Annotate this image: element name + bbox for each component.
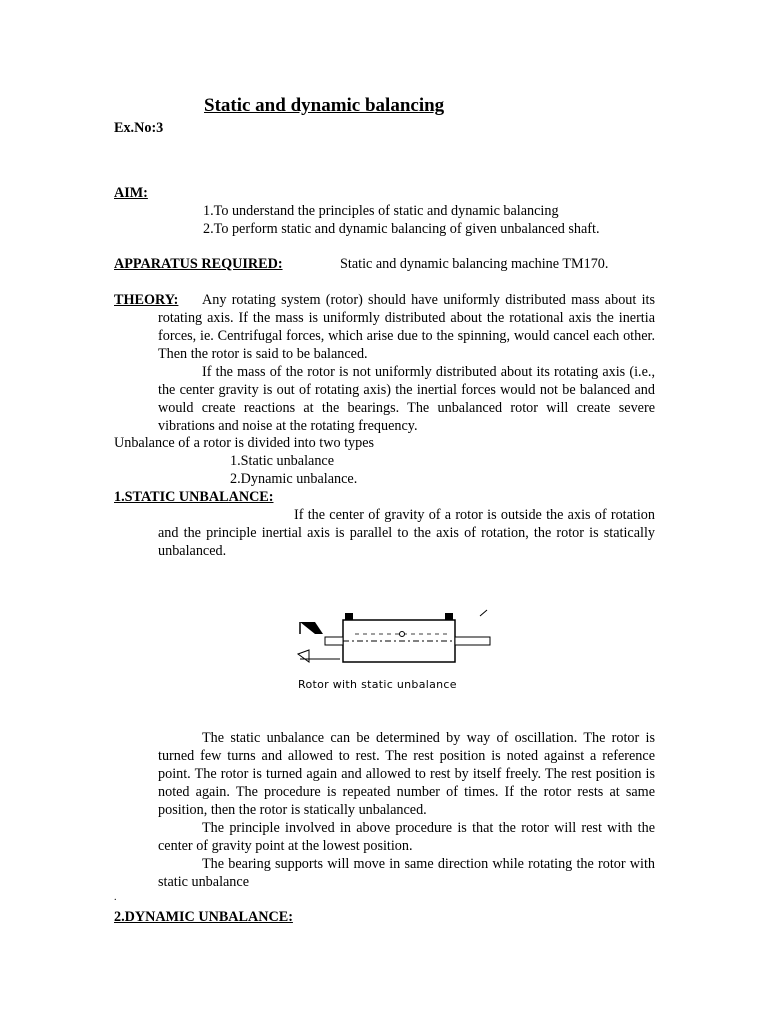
dynamic-unbalance-heading: 2.DYNAMIC UNBALANCE: <box>114 909 293 925</box>
static-paragraph-4: The bearing supports will move in same direction while rotating the rotor with static unbalance <box>158 856 655 890</box>
exercise-number: Ex.No:3 <box>114 120 164 136</box>
static-paragraph-3: The principle involved in above procedure is that the rotor will rest with the center of gravity point at the lowest position. <box>158 820 655 854</box>
aim-heading: AIM: <box>114 185 148 201</box>
theory-body-1 <box>158 291 655 363</box>
apparatus-heading: APPARATUS REQUIRED: <box>114 256 283 272</box>
mass-right <box>445 613 453 620</box>
mass-left <box>345 613 353 620</box>
stray-dot: . <box>114 892 117 903</box>
center-of-gravity <box>400 632 405 637</box>
left-support <box>300 622 323 634</box>
figure-caption: Rotor with static unbalance <box>298 678 457 691</box>
page-title: Static and dynamic balancing <box>204 95 445 116</box>
aim-item-2: 2.To perform static and dynamic balancing of given unbalanced shaft. <box>203 221 600 237</box>
shaft-left <box>325 637 343 645</box>
unbalance-types-intro: Unbalance of a rotor is divided into two types <box>114 435 375 451</box>
static-paragraph-2: The static unbalance can be determined by way of oscillation. The rotor is turned few turns and allowed to rest. The rest position is noted against a reference point. The rotor is turned again and allowed to rest by itself freely. The rest position is noted again. The procedure is repeated number of times. If the rotor rests at same position, then the rotor is statically unbalanced. <box>158 730 655 818</box>
unbalance-type-1: 1.Static unbalance <box>230 453 335 469</box>
theory-heading: THEORY: <box>114 292 179 308</box>
apparatus-text: Static and dynamic balancing machine TM170. <box>340 256 609 272</box>
aim-item-1: 1.To understand the principles of static and dynamic balancing <box>203 203 559 219</box>
shaft-right <box>455 637 490 645</box>
unbalance-type-2: 2.Dynamic unbalance. <box>230 471 358 487</box>
static-unbalance-heading: 1.STATIC UNBALANCE: <box>114 489 274 505</box>
theory-text-1-body: Any rotating system (rotor) should have uniformly distributed mass about its rotating axis. If the mass is uniformly distributed about the rotational axis the inertia forces, ie. Centrifugal forces, which arise due to the spinning, would cancel each other. Then the rotor is said to be balanced. <box>158 292 655 362</box>
static-paragraph-1: If the center of gravity of a rotor is outside the axis of rotation and the principle inertial axis is parallel to the axis of rotation, the rotor is statically unbalanced. <box>158 507 655 559</box>
theory-paragraph-2: If the mass of the rotor is not uniformly distributed about its rotating axis (i.e., the center gravity is out of rotating axis) the inertial forces would not be balanced and would create reactions at the bearings. The unbalanced rotor will create severe vibrations and noise at the rotating frequency. <box>158 364 655 434</box>
